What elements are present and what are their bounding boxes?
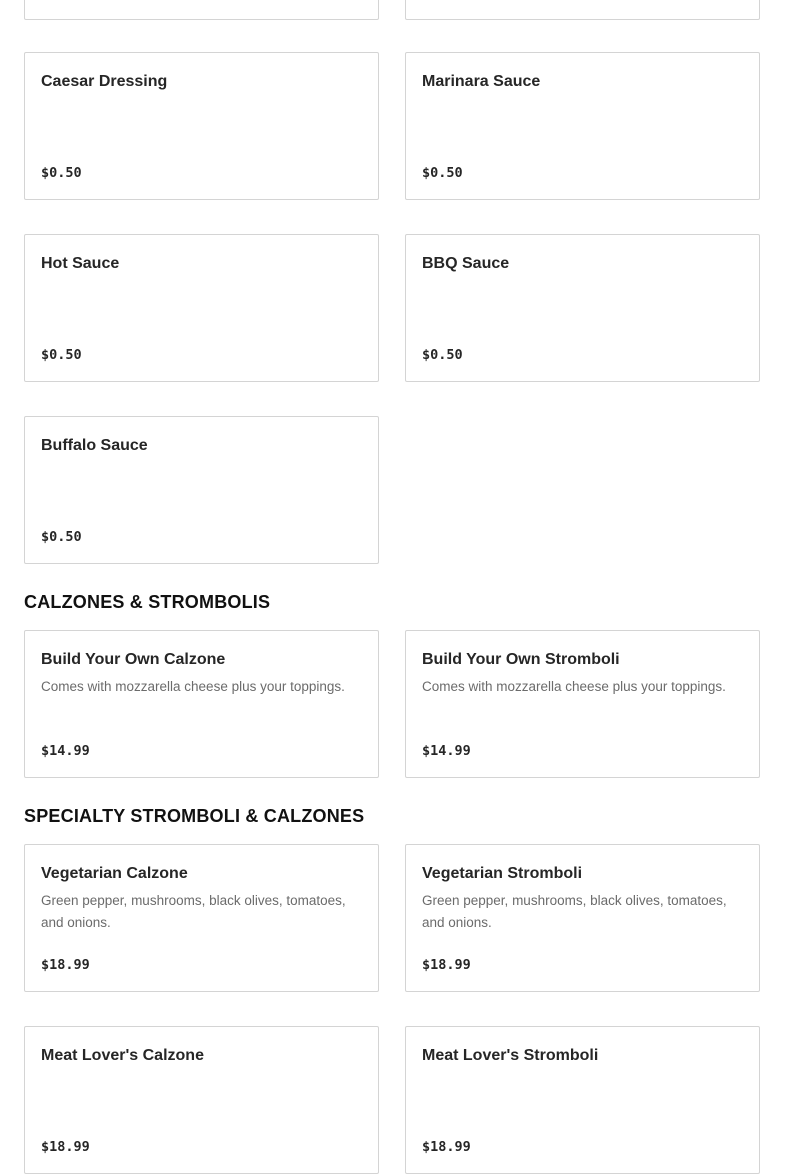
item-price: $0.50: [41, 529, 82, 545]
item-name: Build Your Own Calzone: [41, 651, 226, 668]
item-price: $0.50: [41, 347, 82, 363]
menu-item-card[interactable]: [24, 416, 379, 564]
item-price: $18.99: [41, 957, 90, 973]
menu-item-card[interactable]: [405, 0, 760, 20]
item-name: Build Your Own Stromboli: [422, 651, 620, 668]
menu-item-card[interactable]: [405, 234, 760, 382]
item-price: $18.99: [41, 1139, 90, 1155]
item-price: $14.99: [41, 743, 90, 759]
menu-item-card[interactable]: [24, 0, 379, 20]
item-name: Hot Sauce: [41, 255, 120, 272]
item-price: $0.50: [422, 165, 463, 181]
menu-item-card[interactable]: [405, 1026, 760, 1174]
item-description: Green pepper, mushrooms, black olives, tomatoes, and onions.: [422, 893, 727, 930]
menu-item-card[interactable]: [24, 630, 379, 778]
menu-item-card[interactable]: [405, 630, 760, 778]
item-price: $0.50: [41, 165, 82, 181]
menu-item-card[interactable]: [24, 52, 379, 200]
item-name: Meat Lover's Calzone: [41, 1047, 204, 1064]
menu-item-card[interactable]: [24, 234, 379, 382]
menu-item-card[interactable]: [405, 52, 760, 200]
section-title-specialty: SPECIALTY STROMBOLI & CALZONES: [24, 806, 365, 826]
menu-item-card[interactable]: [405, 844, 760, 992]
section-title-calzones: CALZONES & STROMBOLIS: [24, 592, 271, 612]
item-description: Comes with mozzarella cheese plus your toppings.: [422, 679, 726, 694]
item-name: BBQ Sauce: [422, 255, 510, 272]
item-description: Green pepper, mushrooms, black olives, tomatoes, and onions.: [41, 893, 346, 930]
menu-item-card[interactable]: [24, 1026, 379, 1174]
item-name: Vegetarian Stromboli: [422, 865, 583, 882]
item-name: Marinara Sauce: [422, 73, 541, 90]
item-name: Meat Lover's Stromboli: [422, 1047, 599, 1064]
item-price: $18.99: [422, 1139, 471, 1155]
item-name: Buffalo Sauce: [41, 437, 148, 454]
item-name: Caesar Dressing: [41, 73, 168, 90]
menu-item-card[interactable]: [24, 844, 379, 992]
item-description: Comes with mozzarella cheese plus your toppings.: [41, 679, 345, 694]
item-price: $14.99: [422, 743, 471, 759]
item-name: Vegetarian Calzone: [41, 865, 188, 882]
item-price: $0.50: [422, 347, 463, 363]
item-price: $18.99: [422, 957, 471, 973]
